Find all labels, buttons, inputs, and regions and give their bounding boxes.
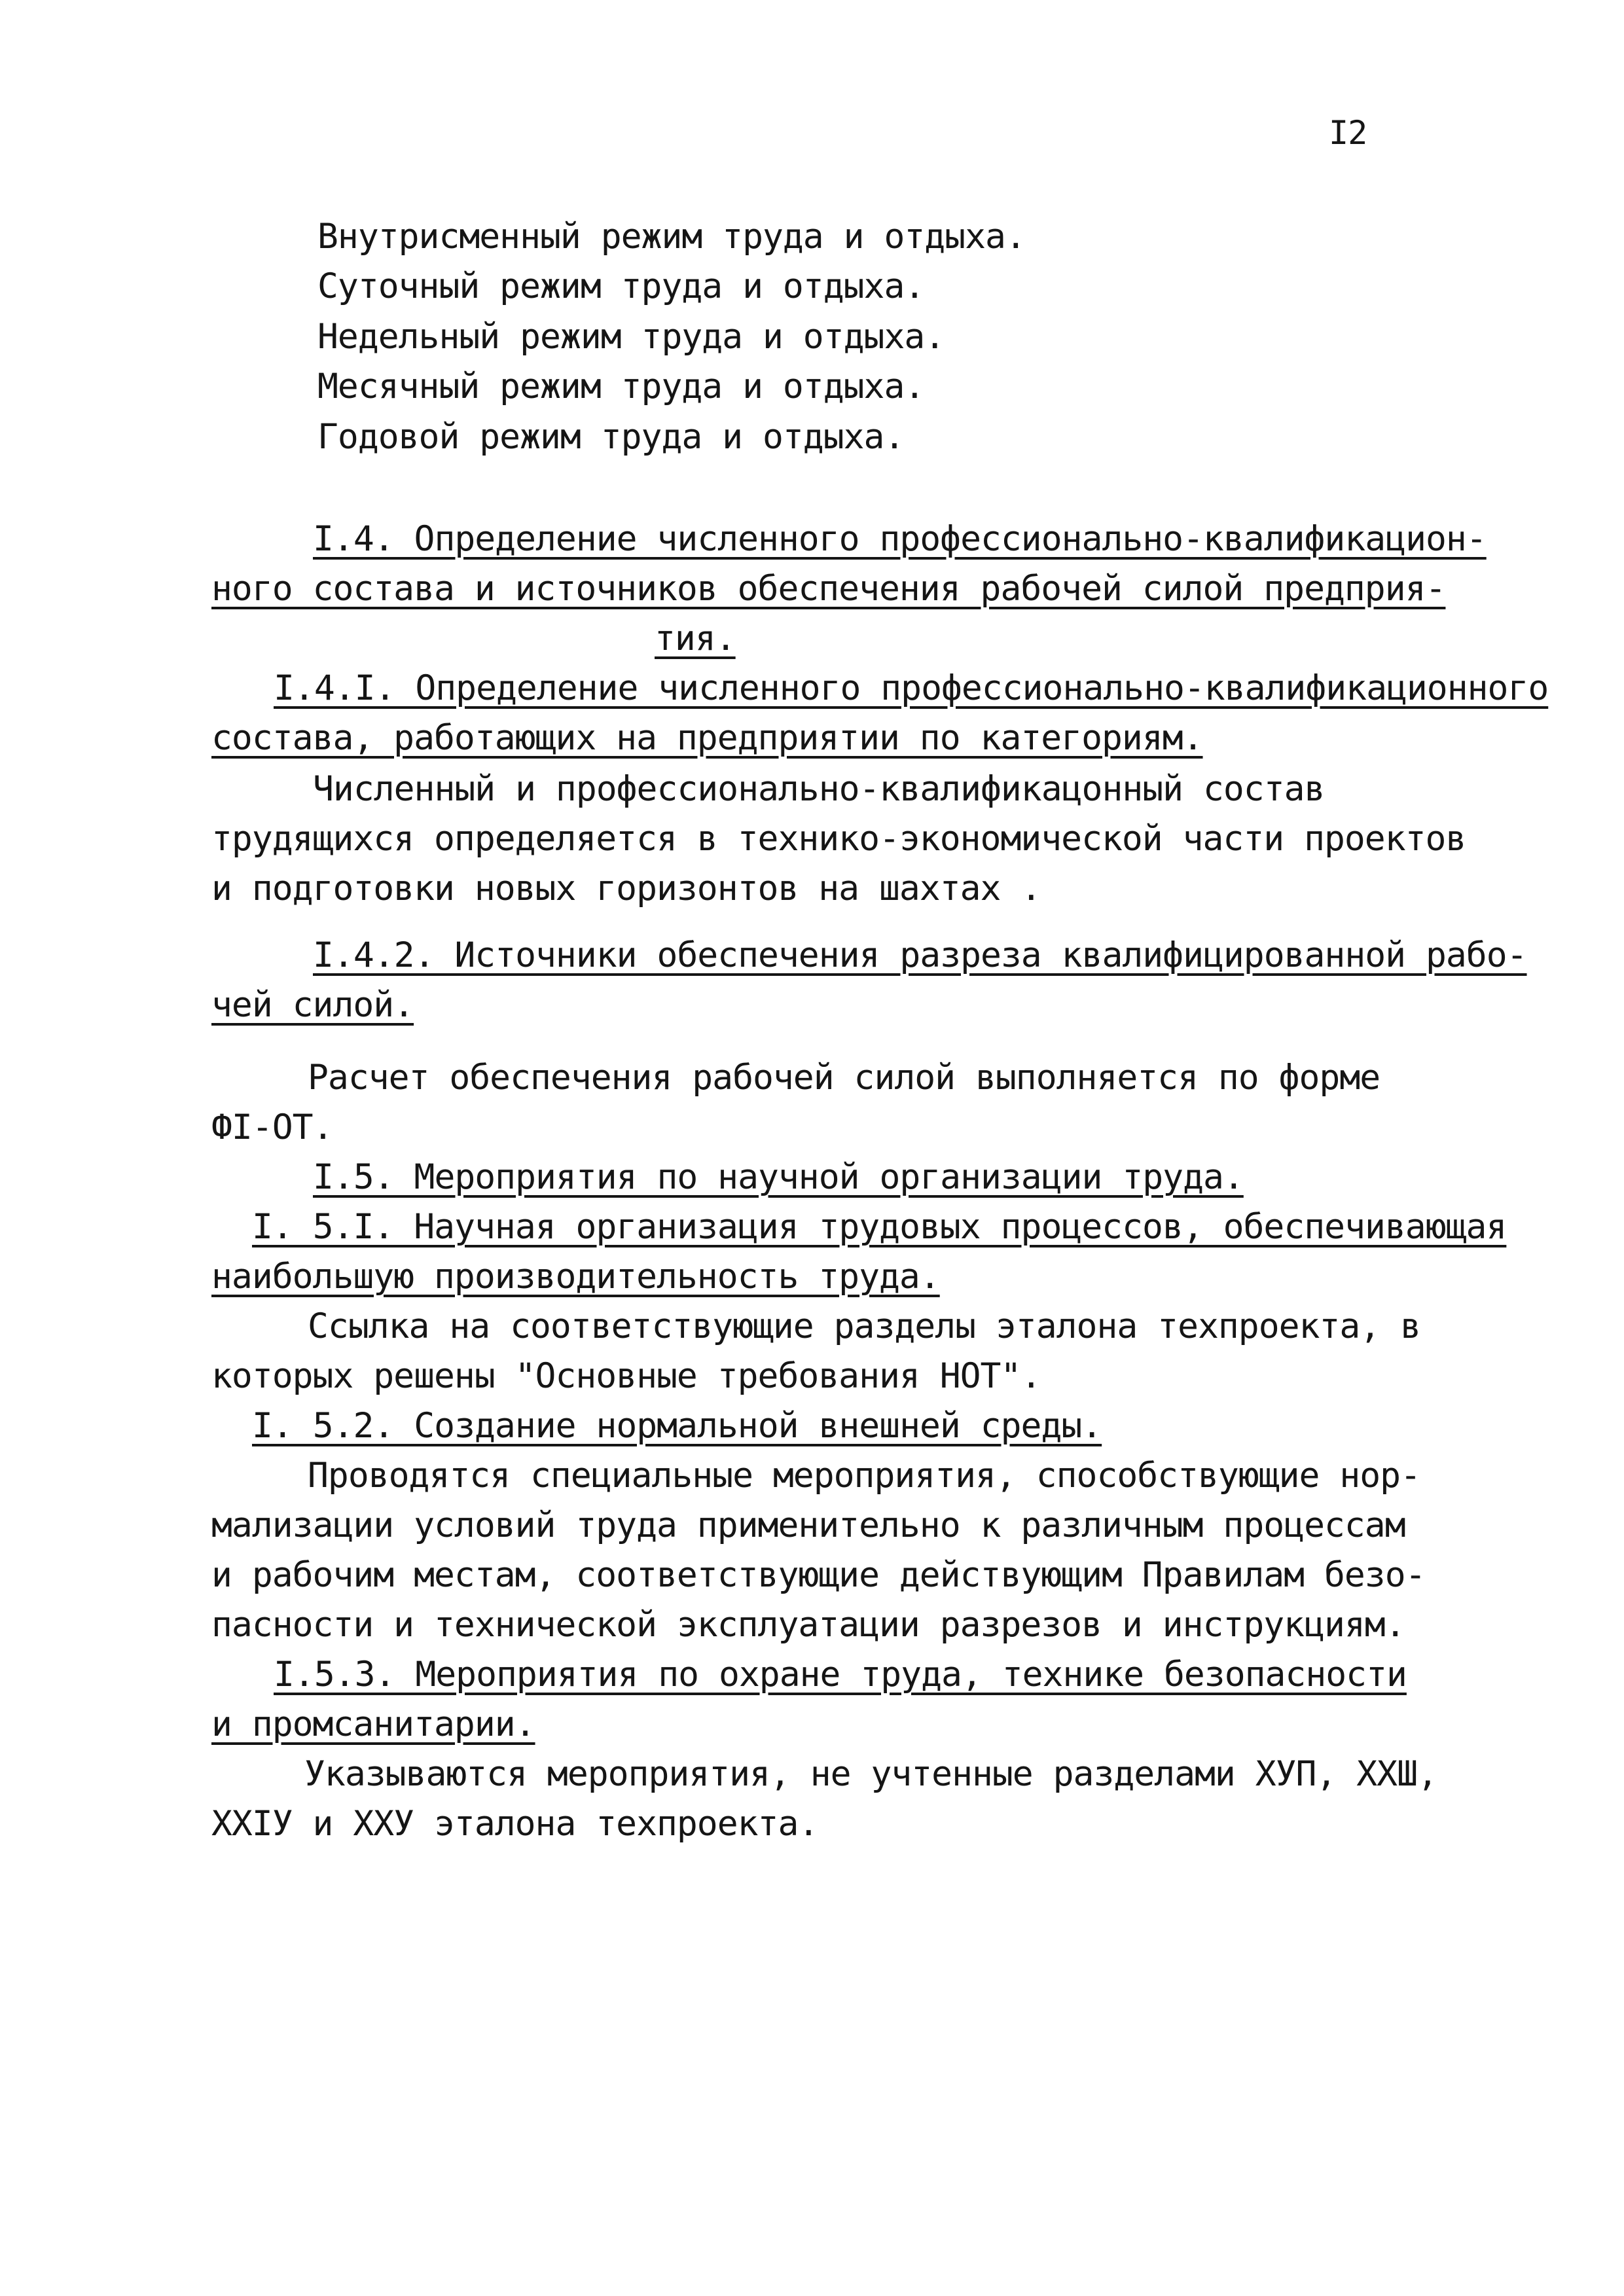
paragraph-line: Численный и профессионально-квалификацонный состав [313,769,1325,809]
regime-item: Суточный режим труда и отдыха. [317,266,925,306]
section-1-5-1-heading: I. 5.I. Научная организация трудовых процессов, обеспечивающая [252,1207,1507,1247]
section-1-5-heading: I.5. Мероприятия по научной организации труда. [313,1157,1244,1197]
page-number: I2 [1329,114,1367,152]
paragraph-line: и рабочим местам, соответствующие действующим Правилам безо- [211,1555,1426,1595]
section-1-4-heading: тия. [655,619,736,658]
paragraph-line: ХХIУ и ХХУ эталона техпроекта. [211,1804,819,1844]
section-1-5-3-heading: I.5.3. Мероприятия по охране труда, технике безопасности [274,1655,1407,1695]
paragraph-line: Ссылка на соответствующие разделы эталона техпроекта, в [308,1306,1420,1346]
section-1-4-1-heading: состава, работающих на предприятии по категориям. [211,718,1203,758]
section-1-4-1-heading: I.4.I. Определение численного профессионально-квалификационного [274,668,1549,708]
regime-item: Годовой режим труда и отдыха. [317,417,905,457]
section-1-5-1-heading: наибольшую производительность труда. [211,1257,940,1297]
regime-item: Внутрисменный режим труда и отдыха. [317,217,1026,257]
paragraph-line: ФI-ОТ. [211,1107,333,1147]
section-1-4-2-heading: I.4.2. Источники обеспечения разреза квалифицированной рабо- [313,935,1527,975]
paragraph-line: Указываются мероприятия, не учтенные разделами ХУП, ХХШ, [304,1754,1437,1794]
section-1-4-heading: ного состава и источников обеспечения рабочей силой предприя- [211,569,1446,609]
section-1-5-2-heading: I. 5.2. Создание нормальной внешней среды. [252,1406,1102,1446]
regime-item: Недельный режим труда и отдыха. [317,317,945,357]
section-1-5-3-heading: и промсанитарии. [211,1704,535,1744]
paragraph-line: которых решены "Основные требования НОТ". [211,1356,1041,1396]
paragraph-line: Проводятся специальные мероприятия, способствующие нор- [308,1456,1420,1496]
section-1-4-2-heading: чей силой. [211,985,414,1025]
paragraph-line: мализации условий труда применительно к различным процессам [211,1505,1405,1545]
paragraph-line: пасности и технической эксплуатации разрезов и инструкциям. [211,1605,1405,1645]
paragraph-line: Расчет обеспечения рабочей силой выполняется по форме [308,1058,1380,1098]
paragraph-line: и подготовки новых горизонтов на шахтах . [211,869,1041,908]
regime-item: Месячный режим труда и отдыха. [317,367,925,406]
paragraph-line: трудящихся определяется в технико-экономической части проектов [211,819,1466,859]
section-1-4-heading: I.4. Определение численного профессионально-квалификацион- [313,519,1487,559]
